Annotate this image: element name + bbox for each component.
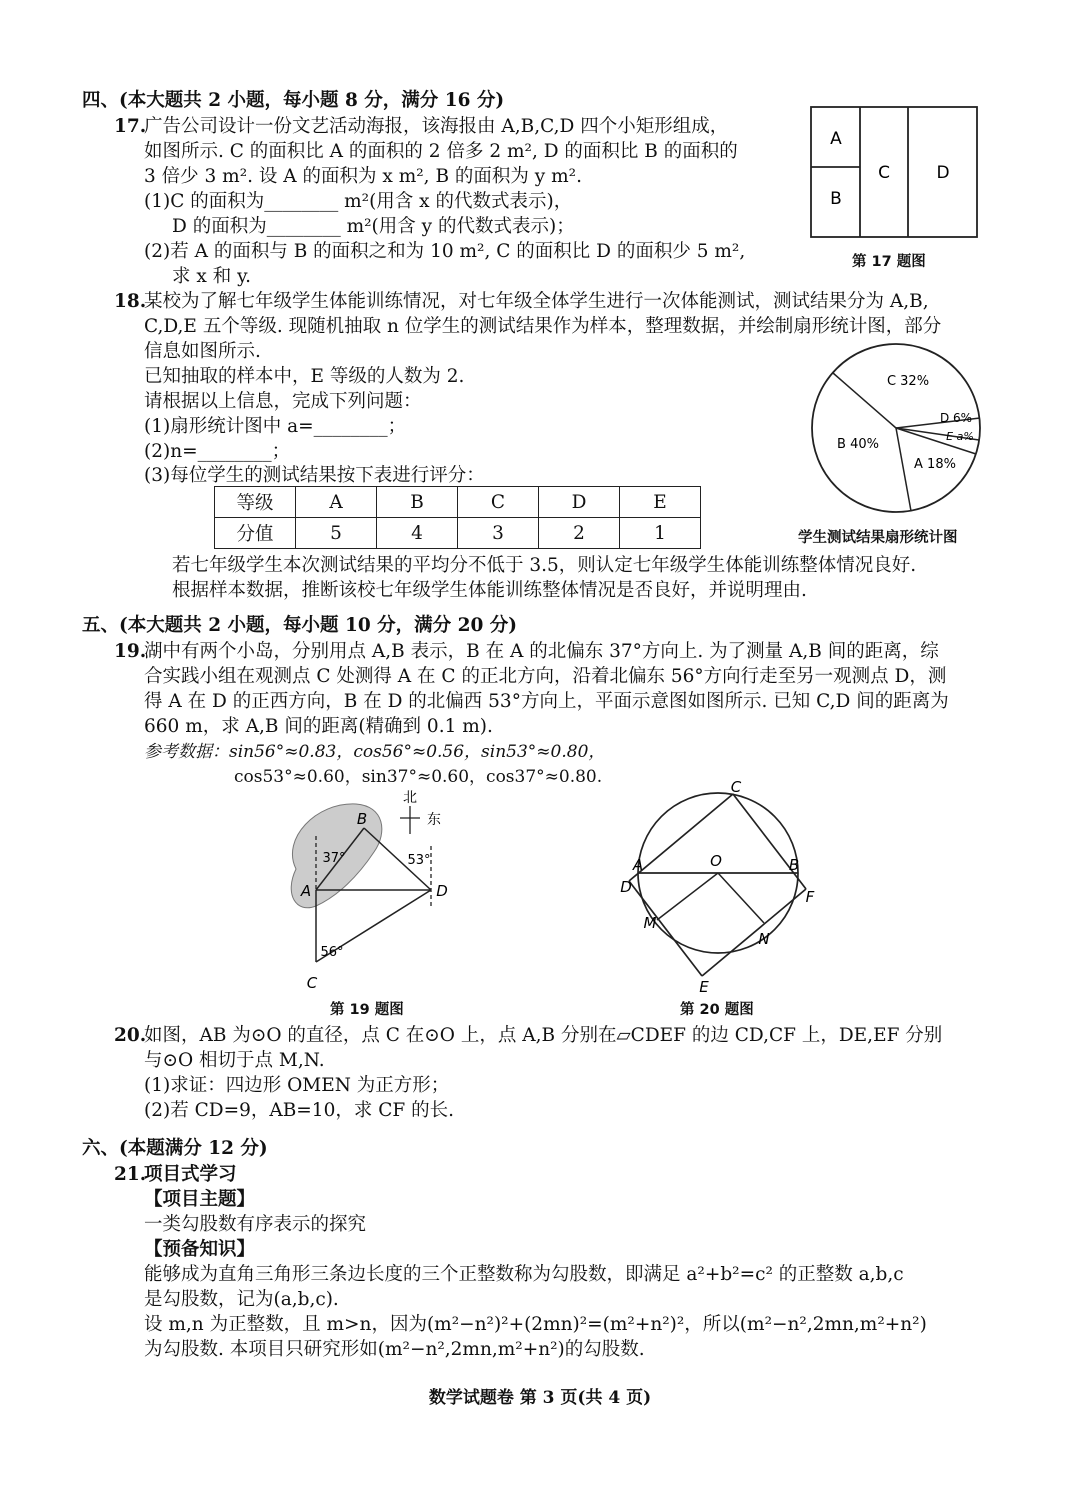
q17-number: 17.	[114, 116, 147, 137]
table-cell: D	[539, 487, 620, 518]
q17-part2b: 求 x 和 y.	[172, 266, 251, 287]
q19-north-label: 北	[403, 790, 417, 806]
section-6-title: 六、(本题满分 12 分)	[82, 1138, 268, 1159]
q20-label-a: A	[632, 856, 644, 874]
q17-line: 广告公司设计一份文艺活动海报，该海报由 A,B,C,D 四个小矩形组成，	[144, 116, 729, 137]
pie-label-d: D 6%	[939, 411, 973, 425]
q21-title: 项目式学习	[144, 1164, 237, 1185]
q20-label-b: B	[788, 856, 800, 874]
q17-part1b: D 的面积为________ m²(用含 y 的代数式表示)；	[172, 216, 575, 237]
q18-condition: 若七年级学生本次测试结果的平均分不低于 3.5，则认定七年级学生体能训练整体情况良好.	[172, 555, 917, 576]
q18-part2: (2)n=________；	[144, 441, 291, 462]
q19-figure	[276, 784, 476, 996]
q18-part3: (3)每位学生的测试结果按下表进行评分：	[144, 465, 485, 486]
q20-label-n: N	[758, 930, 770, 948]
q18-line: 请根据以上信息，完成下列问题：	[144, 391, 422, 412]
q20-part2: (2)若 CD=9，AB=10，求 CF 的长.	[144, 1100, 454, 1121]
pie-label-c: C 32%	[886, 374, 930, 389]
q20-figure	[610, 780, 830, 995]
table-cell: A	[296, 487, 377, 518]
q20-label-d: D	[620, 878, 632, 896]
q20-label-e: E	[699, 978, 709, 995]
pie-label-e: E a%	[946, 430, 974, 443]
table-cell: 4	[377, 518, 458, 549]
q17-part1a: (1)C 的面积为________ m²(用含 x 的代数式表示)，	[144, 191, 573, 212]
table-cell: 3	[458, 518, 539, 549]
q18-number: 18.	[114, 291, 147, 312]
table-cell: 分值	[215, 518, 296, 549]
page-footer: 数学试题卷 第 3 页(共 4 页)	[428, 1388, 652, 1408]
q19-label-c: C	[306, 974, 318, 992]
section-5-title: 五、(本大题共 2 小题，每小题 10 分，满分 20 分)	[82, 615, 518, 636]
q20-label-f: F	[805, 888, 815, 906]
q20-caption: 第 20 题图	[680, 1002, 754, 1018]
q17-label-d: D	[936, 163, 950, 183]
q21-heading-knowledge: 【预备知识】	[144, 1239, 256, 1260]
q18-part1: (1)扇形统计图中 a=________；	[144, 416, 407, 437]
table-cell: 5	[296, 518, 377, 549]
q19-angle-56: 56°	[320, 945, 344, 960]
q21-topic: 一类勾股数有序表示的探究	[144, 1214, 367, 1235]
q21-number: 21.	[114, 1164, 147, 1185]
q17-line: 如图所示. C 的面积比 A 的面积的 2 倍多 2 m², D 的面积比 B 的面积的	[144, 141, 738, 162]
q19-reference-data: 参考数据：sin56°≈0.83，cos56°≈0.56，sin53°≈0.80，	[144, 742, 606, 762]
table-cell: 2	[539, 518, 620, 549]
table-cell: B	[377, 487, 458, 518]
table-row	[215, 518, 701, 549]
q19-line: 得 A 在 D 的正西方向，B 在 D 的北偏西 53°方向上，平面示意图如图所示. 已知 C,D 间的距离为	[144, 691, 949, 712]
q20-label-o: O	[710, 852, 722, 870]
q19-label-d: D	[436, 882, 448, 900]
table-cell: 等级	[215, 487, 296, 518]
q19-angle-53: 53°	[407, 853, 431, 868]
q19-line: 湖中有两个小岛，分别用点 A,B 表示，B 在 A 的北偏东 37°方向上. 为了测量 A,B 间的距离，综	[144, 641, 939, 662]
pie-label-a: A 18%	[914, 457, 956, 472]
q20-line: 与⊙O 相切于点 M,N.	[144, 1050, 325, 1071]
q21-knowledge: 能够成为直角三角形三条边长度的三个正整数称为勾股数，即满足 a²+b²=c² 的正整数 a,b,c	[144, 1264, 904, 1285]
q18-question: 根据样本数据，推断该校七年级学生体能训练整体情况是否良好，并说明理由.	[172, 580, 807, 601]
q21-heading-topic: 【项目主题】	[144, 1189, 256, 1210]
q20-number: 20.	[114, 1025, 147, 1046]
pie-label-b: B 40%	[837, 437, 879, 452]
q19-line: 660 m，求 A,B 间的距离(精确到 0.1 m).	[144, 716, 493, 737]
table-cell: 1	[620, 518, 701, 549]
q18-score-table	[214, 486, 701, 549]
q19-reference-data: cos53°≈0.60，sin37°≈0.60，cos37°≈0.80.	[234, 767, 603, 787]
q18-pie-caption: 学生测试结果扇形统计图	[798, 530, 958, 546]
q20-label-c: C	[730, 780, 742, 796]
q19-number: 19.	[114, 641, 147, 662]
q17-label-a: A	[830, 129, 842, 149]
q18-line: 已知抽取的样本中，E 等级的人数为 2.	[144, 366, 465, 387]
q17-part2a: (2)若 A 的面积与 B 的面积之和为 10 m², C 的面积比 D 的面积少 5 m²,	[144, 241, 746, 262]
q19-caption: 第 19 题图	[330, 1002, 404, 1018]
q18-pie-chart	[808, 336, 984, 516]
q20-part1: (1)求证：四边形 OMEN 为正方形；	[144, 1075, 450, 1096]
q19-label-b: B	[356, 810, 368, 828]
q17-label-b: B	[830, 189, 842, 209]
table-cell: E	[620, 487, 701, 518]
q17-label-c: C	[878, 163, 890, 183]
q20-label-m: M	[643, 914, 657, 932]
q21-knowledge: 是勾股数，记为(a,b,c).	[144, 1289, 339, 1310]
q21-knowledge: 为勾股数. 本项目只研究形如(m²−n²,2mn,m²+n²)的勾股数.	[144, 1339, 645, 1360]
table-row	[215, 487, 701, 518]
q17-line: 3 倍少 3 m². 设 A 的面积为 x m², B 的面积为 y m².	[144, 166, 582, 187]
q17-caption: 第 17 题图	[852, 254, 926, 270]
q21-knowledge: 设 m,n 为正整数，且 m>n，因为(m²−n²)²+(2mn)²=(m²+n²)²，所以(m²−n²,2mn,m²+n²)	[144, 1314, 927, 1335]
q19-label-a: A	[300, 882, 312, 900]
q18-line: 信息如图所示.	[144, 341, 261, 362]
q17-figure	[808, 104, 980, 240]
q18-line: C,D,E 五个等级. 现随机抽取 n 位学生的测试结果作为样本，整理数据，并绘制扇形统计图，部分	[144, 316, 942, 337]
q19-line: 合实践小组在观测点 C 处测得 A 在 C 的正北方向，沿着北偏东 56°方向行走至另一观测点 D，测	[144, 666, 947, 687]
q18-line: 某校为了解七年级学生体能训练情况，对七年级全体学生进行一次体能测试，测试结果分为 A,B,	[144, 291, 929, 312]
table-cell: C	[458, 487, 539, 518]
section-4-title: 四、(本大题共 2 小题，每小题 8 分，满分 16 分)	[82, 90, 505, 111]
q19-east-label: 东	[427, 812, 441, 828]
q20-line: 如图，AB 为⊙O 的直径，点 C 在⊙O 上，点 A,B 分别在▱CDEF 的边 CD,CF 上，DE,EF 分别	[144, 1025, 943, 1046]
q19-angle-37: 37°	[322, 851, 346, 866]
